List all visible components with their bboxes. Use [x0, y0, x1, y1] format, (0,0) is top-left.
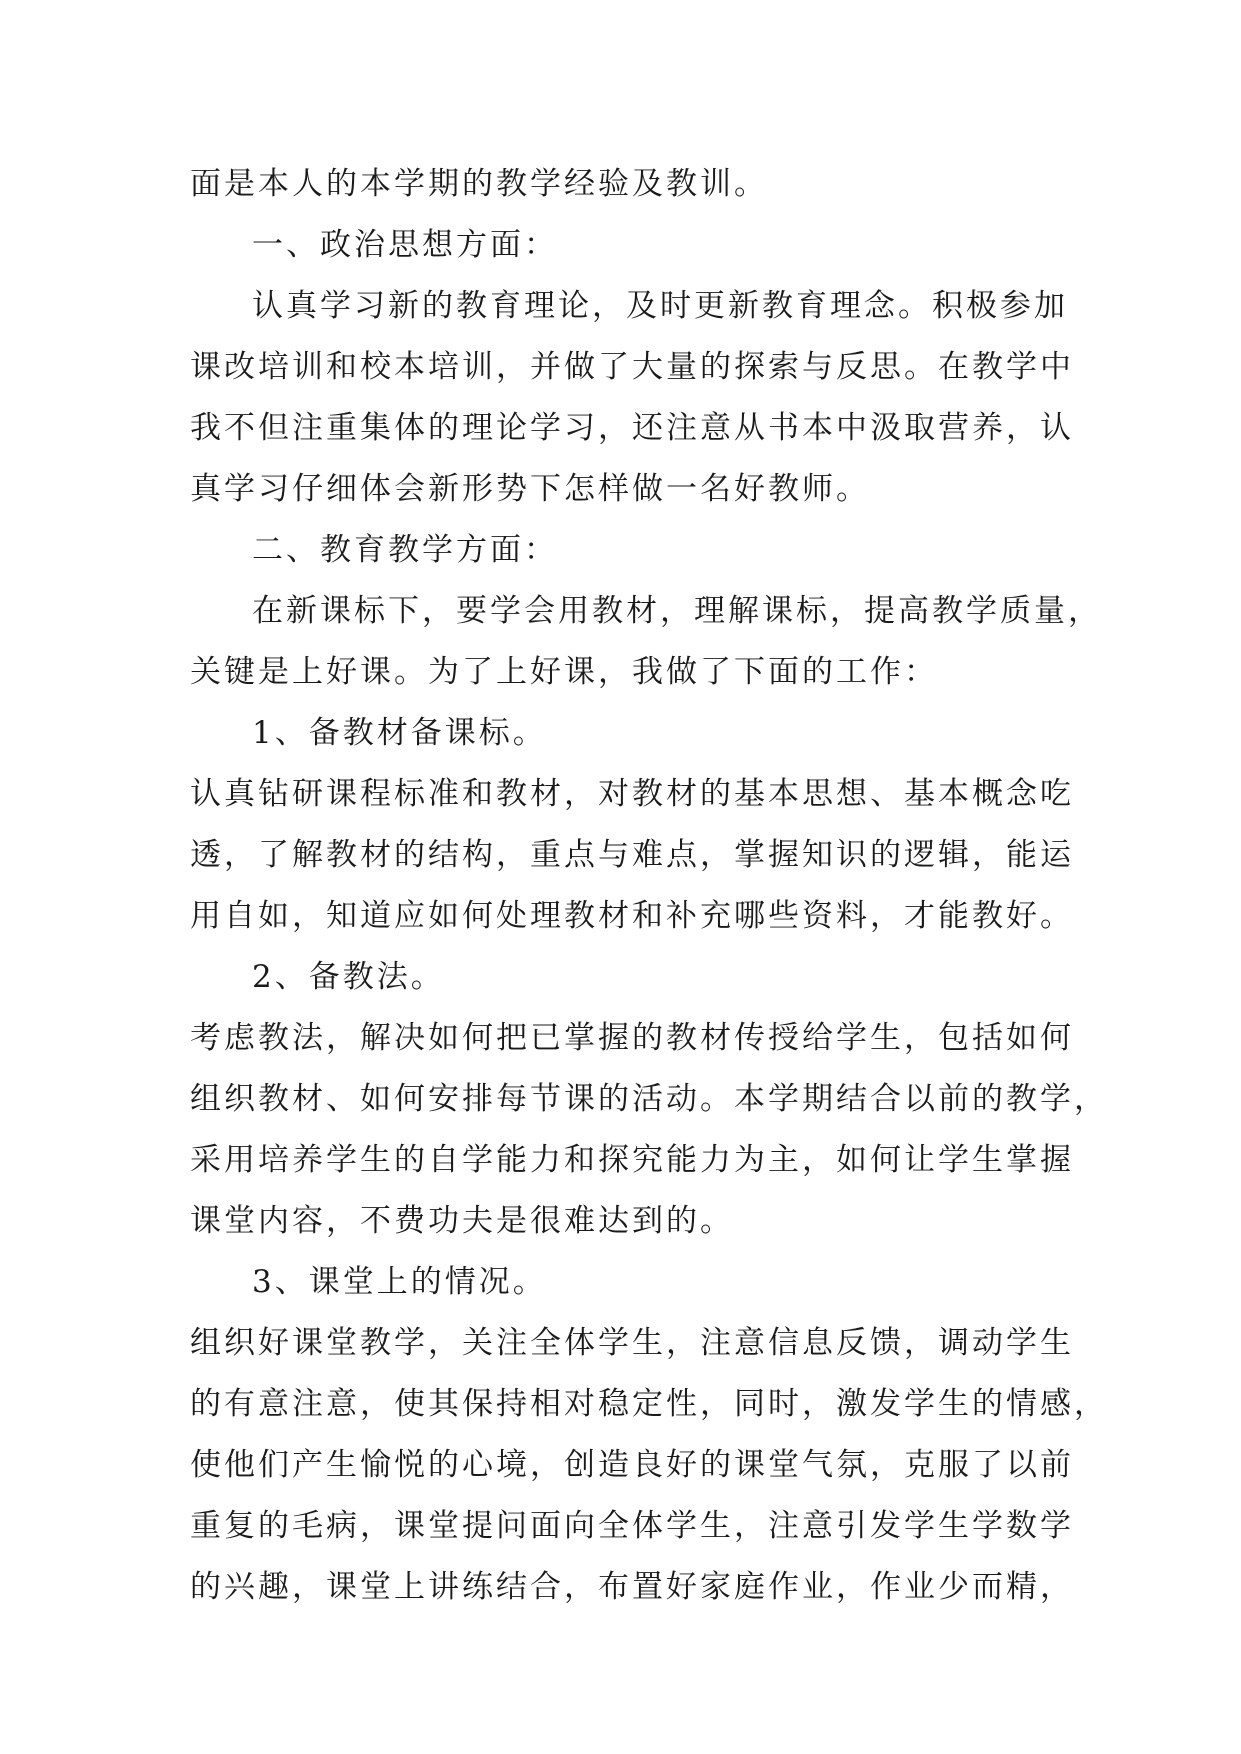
body-line: 组织教材、如何安排每节课的活动。本学期结合以前的教学，	[190, 1081, 1108, 1117]
subheading-classroom: 3、课堂上的情况。	[252, 1264, 547, 1300]
body-line: 的有意注意，使其保持相对稳定性，同时，激发学生的情感，	[190, 1386, 1108, 1422]
body-line: 课堂内容，不费功夫是很难达到的。	[190, 1203, 734, 1239]
body-line: 课改培训和校本培训，并做了大量的探索与反思。在教学中	[190, 349, 1074, 385]
body-line: 的兴趣，课堂上讲练结合，布置好家庭作业，作业少而精，	[190, 1569, 1074, 1605]
body-line: 真学习仔细体会新形势下怎样做一名好教师。	[190, 471, 870, 507]
subheading-textbook: 1、备教材备课标。	[252, 715, 547, 751]
body-line: 在新课标下，要学会用教材，理解课标，提高教学质量，	[252, 593, 1102, 629]
section-heading-political: 一、政治思想方面：	[252, 227, 558, 263]
body-line: 我不但注重集体的理论学习，还注意从书本中汲取营养，认	[190, 410, 1074, 446]
body-line: 面是本人的本学期的教学经验及教训。	[190, 166, 768, 202]
body-line: 重复的毛病，课堂提问面向全体学生，注意引发学生学数学	[190, 1508, 1074, 1544]
body-line: 用自如，知道应如何处理教材和补充哪些资料，才能教好。	[190, 898, 1074, 934]
body-line: 认真学习新的教育理论，及时更新教育理念。积极参加	[252, 288, 1068, 324]
body-line: 采用培养学生的自学能力和探究能力为主，如何让学生掌握	[190, 1142, 1074, 1178]
body-line: 考虑教法，解决如何把已掌握的教材传授给学生，包括如何	[190, 1020, 1074, 1056]
body-line: 关键是上好课。为了上好课，我做了下面的工作：	[190, 654, 938, 690]
body-line: 透，了解教材的结构，重点与难点，掌握知识的逻辑，能运	[190, 837, 1074, 873]
section-heading-teaching: 二、教育教学方面：	[252, 532, 558, 568]
body-line: 使他们产生愉悦的心境，创造良好的课堂气氛，克服了以前	[190, 1447, 1074, 1483]
body-line: 认真钻研课程标准和教材，对教材的基本思想、基本概念吃	[190, 776, 1074, 812]
subheading-method: 2、备教法。	[252, 959, 445, 995]
body-line: 组织好课堂教学，关注全体学生，注意信息反馈，调动学生	[190, 1325, 1074, 1361]
document-body	[190, 154, 1108, 1618]
